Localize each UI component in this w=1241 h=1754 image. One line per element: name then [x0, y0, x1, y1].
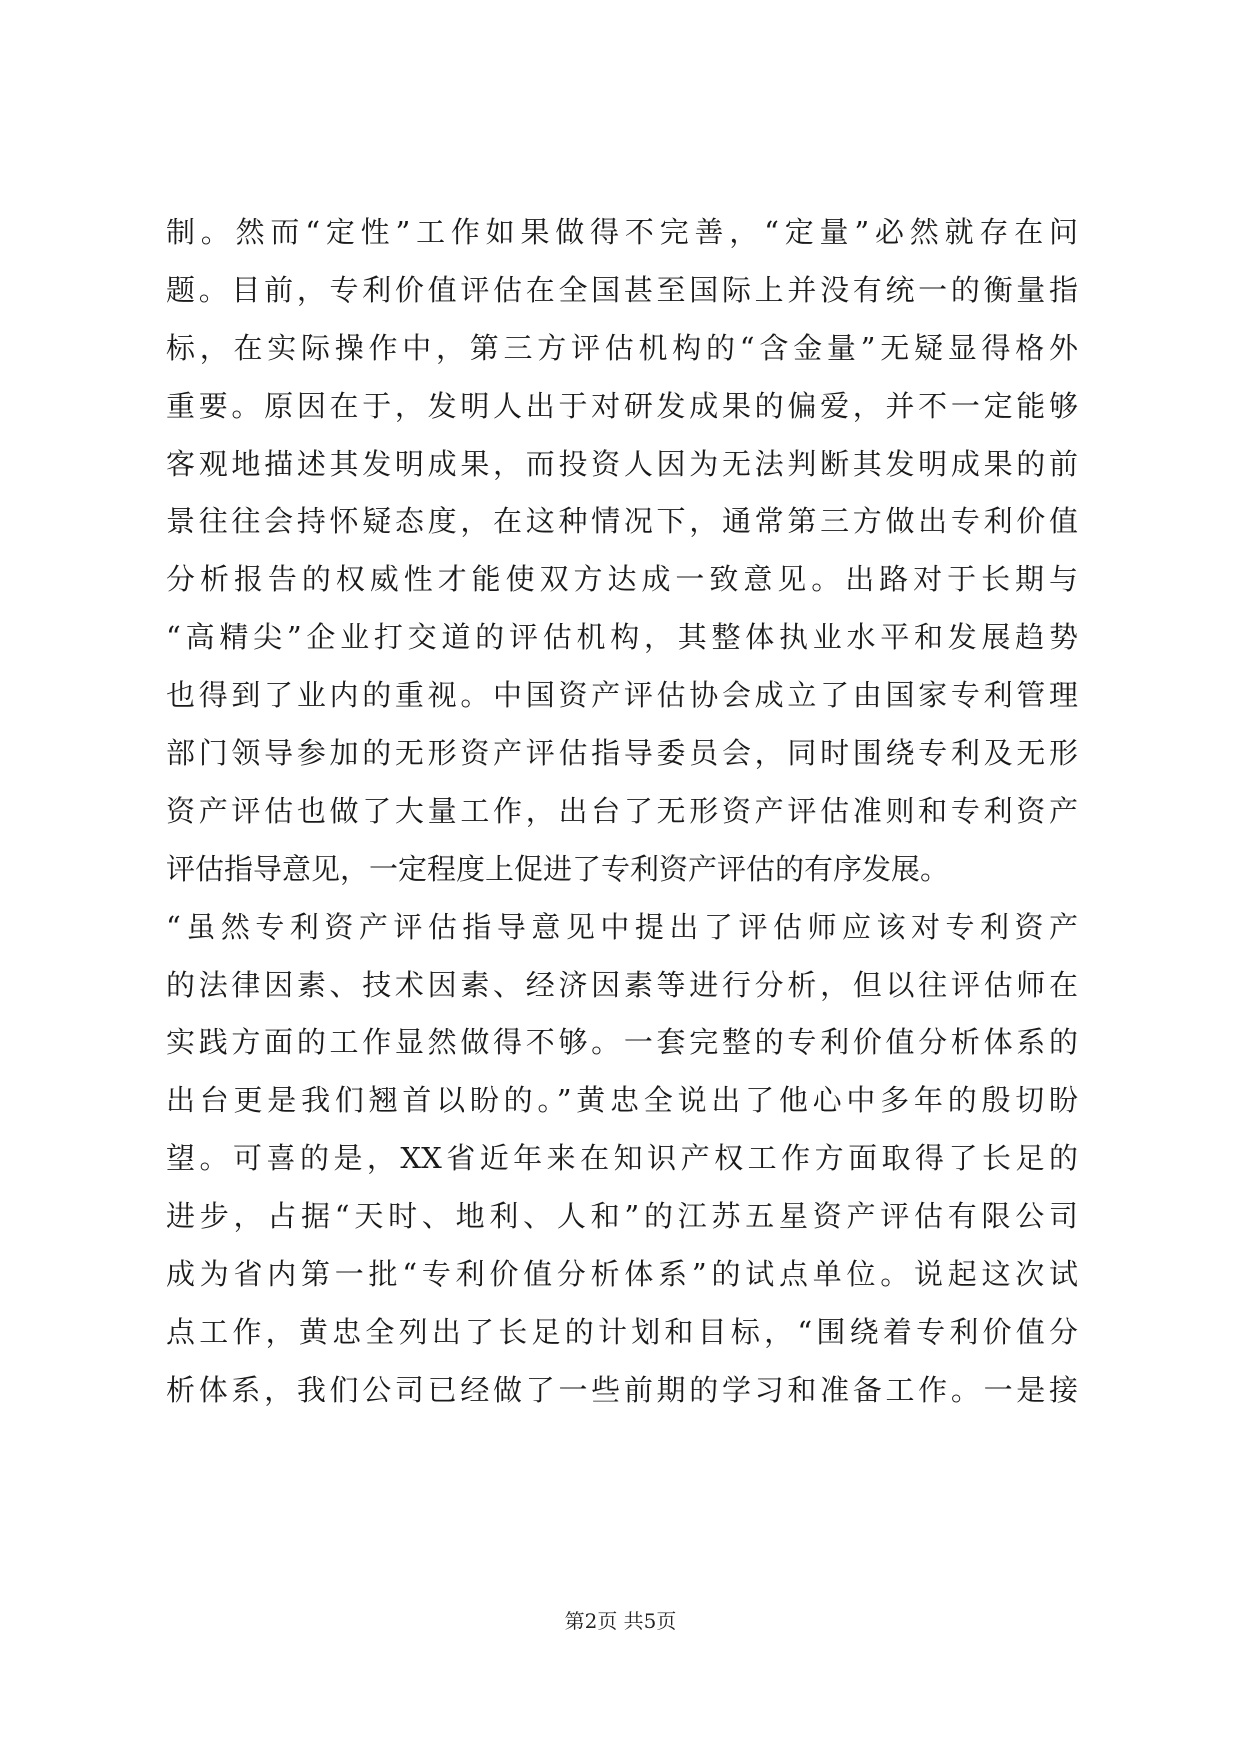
text-line-5: 客观地描述其发明成果，而投资人因为无法判断其发明成果的前	[166, 446, 1078, 481]
text-line-21: 析体系，我们公司已经做了一些前期的学习和准备工作。一是接	[166, 1372, 1078, 1407]
text-line-18: 进步，占据“天时、地利、人和”的江苏五星资产评估有限公司	[166, 1199, 1078, 1234]
text-line-16: 出台更是我们翘首以盼的。”黄忠全说出了他心中多年的殷切盼	[166, 1083, 1078, 1118]
text-line-9: 也得到了业内的重视。中国资产评估协会成立了由国家专利管理	[166, 678, 1078, 713]
page-number-label: 第2页 共5页	[564, 1609, 677, 1633]
text-line-7: 分析报告的权威性才能使双方达成一致意见。出路对于长期与	[166, 562, 1078, 597]
body-text	[166, 204, 1078, 1420]
text-line-12: 评估指导意见，一定程度上促进了专利资产评估的有序发展。	[166, 851, 950, 886]
text-line-6: 景往往会持怀疑态度，在这种情况下，通常第三方做出专利价值	[166, 504, 1078, 539]
page-footer	[0, 1608, 1241, 1634]
text-line-10: 部门领导参加的无形资产评估指导委员会，同时围绕专利及无形	[166, 736, 1078, 771]
text-line-1: 制。然而“定性”工作如果做得不完善，“定量”必然就存在问	[166, 215, 1078, 249]
text-line-3: 标，在实际操作中，第三方评估机构的“含金量”无疑显得格外	[166, 330, 1078, 365]
text-line-4: 重要。原因在于，发明人出于对研发成果的偏爱，并不一定能够	[166, 388, 1078, 423]
text-line-15: 实践方面的工作显然做得不够。一套完整的专利价值分析体系的	[166, 1025, 1078, 1060]
text-line-11: 资产评估也做了大量工作，出台了无形资产评估准则和专利资产	[166, 793, 1078, 828]
text-line-8: “高精尖”企业打交道的评估机构，其整体执业水平和发展趋势	[166, 620, 1078, 655]
text-line-19: 成为省内第一批“专利价值分析体系”的试点单位。说起这次试	[166, 1257, 1078, 1292]
text-line-14: 的法律因素、技术因素、经济因素等进行分析，但以往评估师在	[166, 967, 1078, 1002]
text-line-20: 点工作，黄忠全列出了长足的计划和目标，“围绕着专利价值分	[166, 1314, 1078, 1349]
text-line-13: “虽然专利资产评估指导意见中提出了评估师应该对专利资产	[166, 909, 1078, 944]
text-line-2: 题。目前，专利价值评估在全国甚至国际上并没有统一的衡量指	[166, 272, 1078, 307]
text-line-17: 望。可喜的是，XX省近年来在知识产权工作方面取得了长足的	[166, 1141, 1078, 1176]
